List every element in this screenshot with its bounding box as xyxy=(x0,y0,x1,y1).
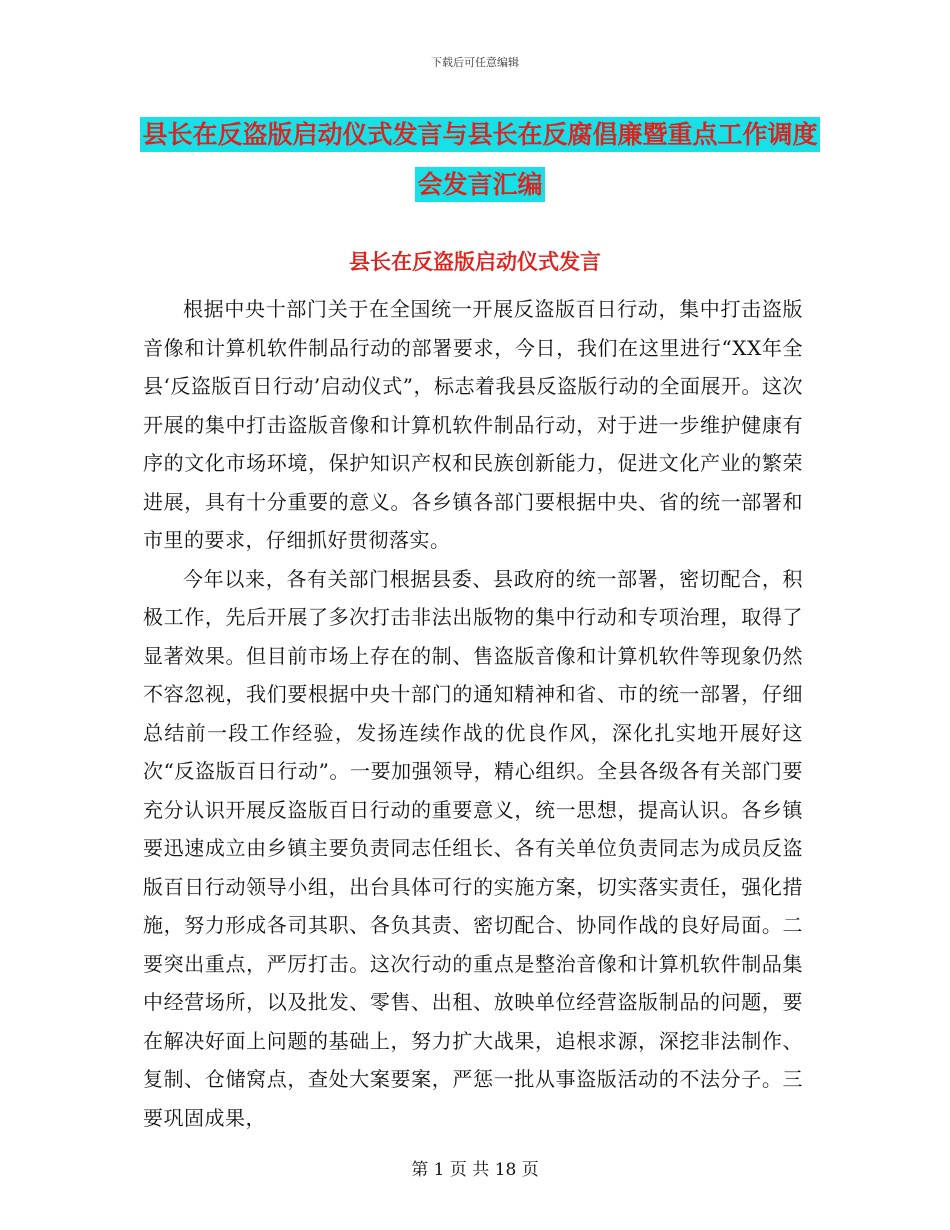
section-title: 县长在反盗版启动仪式发言 xyxy=(349,250,601,274)
document-title-text: 县长在反盗版启动仪式发言与县长在反腐倡廉暨重点工作调度会发言汇编 xyxy=(140,117,819,202)
document-title xyxy=(140,110,820,210)
paragraph: 根据中央十部门关于在全国统一开展反盗版百日行动，集中打击盗版音像和计算机软件制品行动的部署要求，今日，我们在这里进行“XX年全县‘反盗版百日行动’启动仪式”，标志着我县反盗版行动的全面展开。这次开展的集中打击盗版音像和计算机软件制品行动，对于进一步维护健康有序的文化市场环境，保护知识产权和民族创新能力，促进文化产业的繁荣进展，具有十分重要的意义。各乡镇各部门要根据中央、省的统一部署和市里的要求，仔细抓好贯彻落实。 xyxy=(143,297,803,552)
body-text xyxy=(143,290,803,1137)
paragraph: 今年以来，各有关部门根据县委、县政府的统一部署，密切配合，积极工作，先后开展了多次打击非法出版物的集中行动和专项治理，取得了显著效果。但目前市场上存在的制、售盗版音像和计算机软件等现象仍然不容忽视，我们要根据中央十部门的通知精神和省、市的统一部署，仔细总结前一段工作经验，发扬连续作战的优良作风，深化扎实地开展好这次“反盗版百日行动”。一要加强领导，精心组织。全县各级各有关部门要充分认识开展反盗版百日行动的重要意义，统一思想，提高认识。各乡镇要迅速成立由乡镇主要负责同志任组长、各有关单位负责同志为成员反盗版百日行动领导小组，出台具体可行的实施方案，切实落实责任，强化措施，努力形成各司其职、各负其责、密切配合、协同作战的良好局面。二要突出重点，严厉打击。这次行动的重点是整治音像和计算机软件制品集中经营场所，以及批发、零售、出租、放映单位经营盗版制品的问题，要在解决好面上问题的基础上，努力扩大战果，追根求源，深挖非法制作、复制、仓储窝点，查处大案要案，严惩一批从事盗版活动的不法分子。三要巩固成果， xyxy=(143,566,803,1130)
page-footer: 第 1 页 共 18 页 xyxy=(411,1160,539,1180)
page-header-note: 下载后可任意编辑 xyxy=(431,56,519,69)
